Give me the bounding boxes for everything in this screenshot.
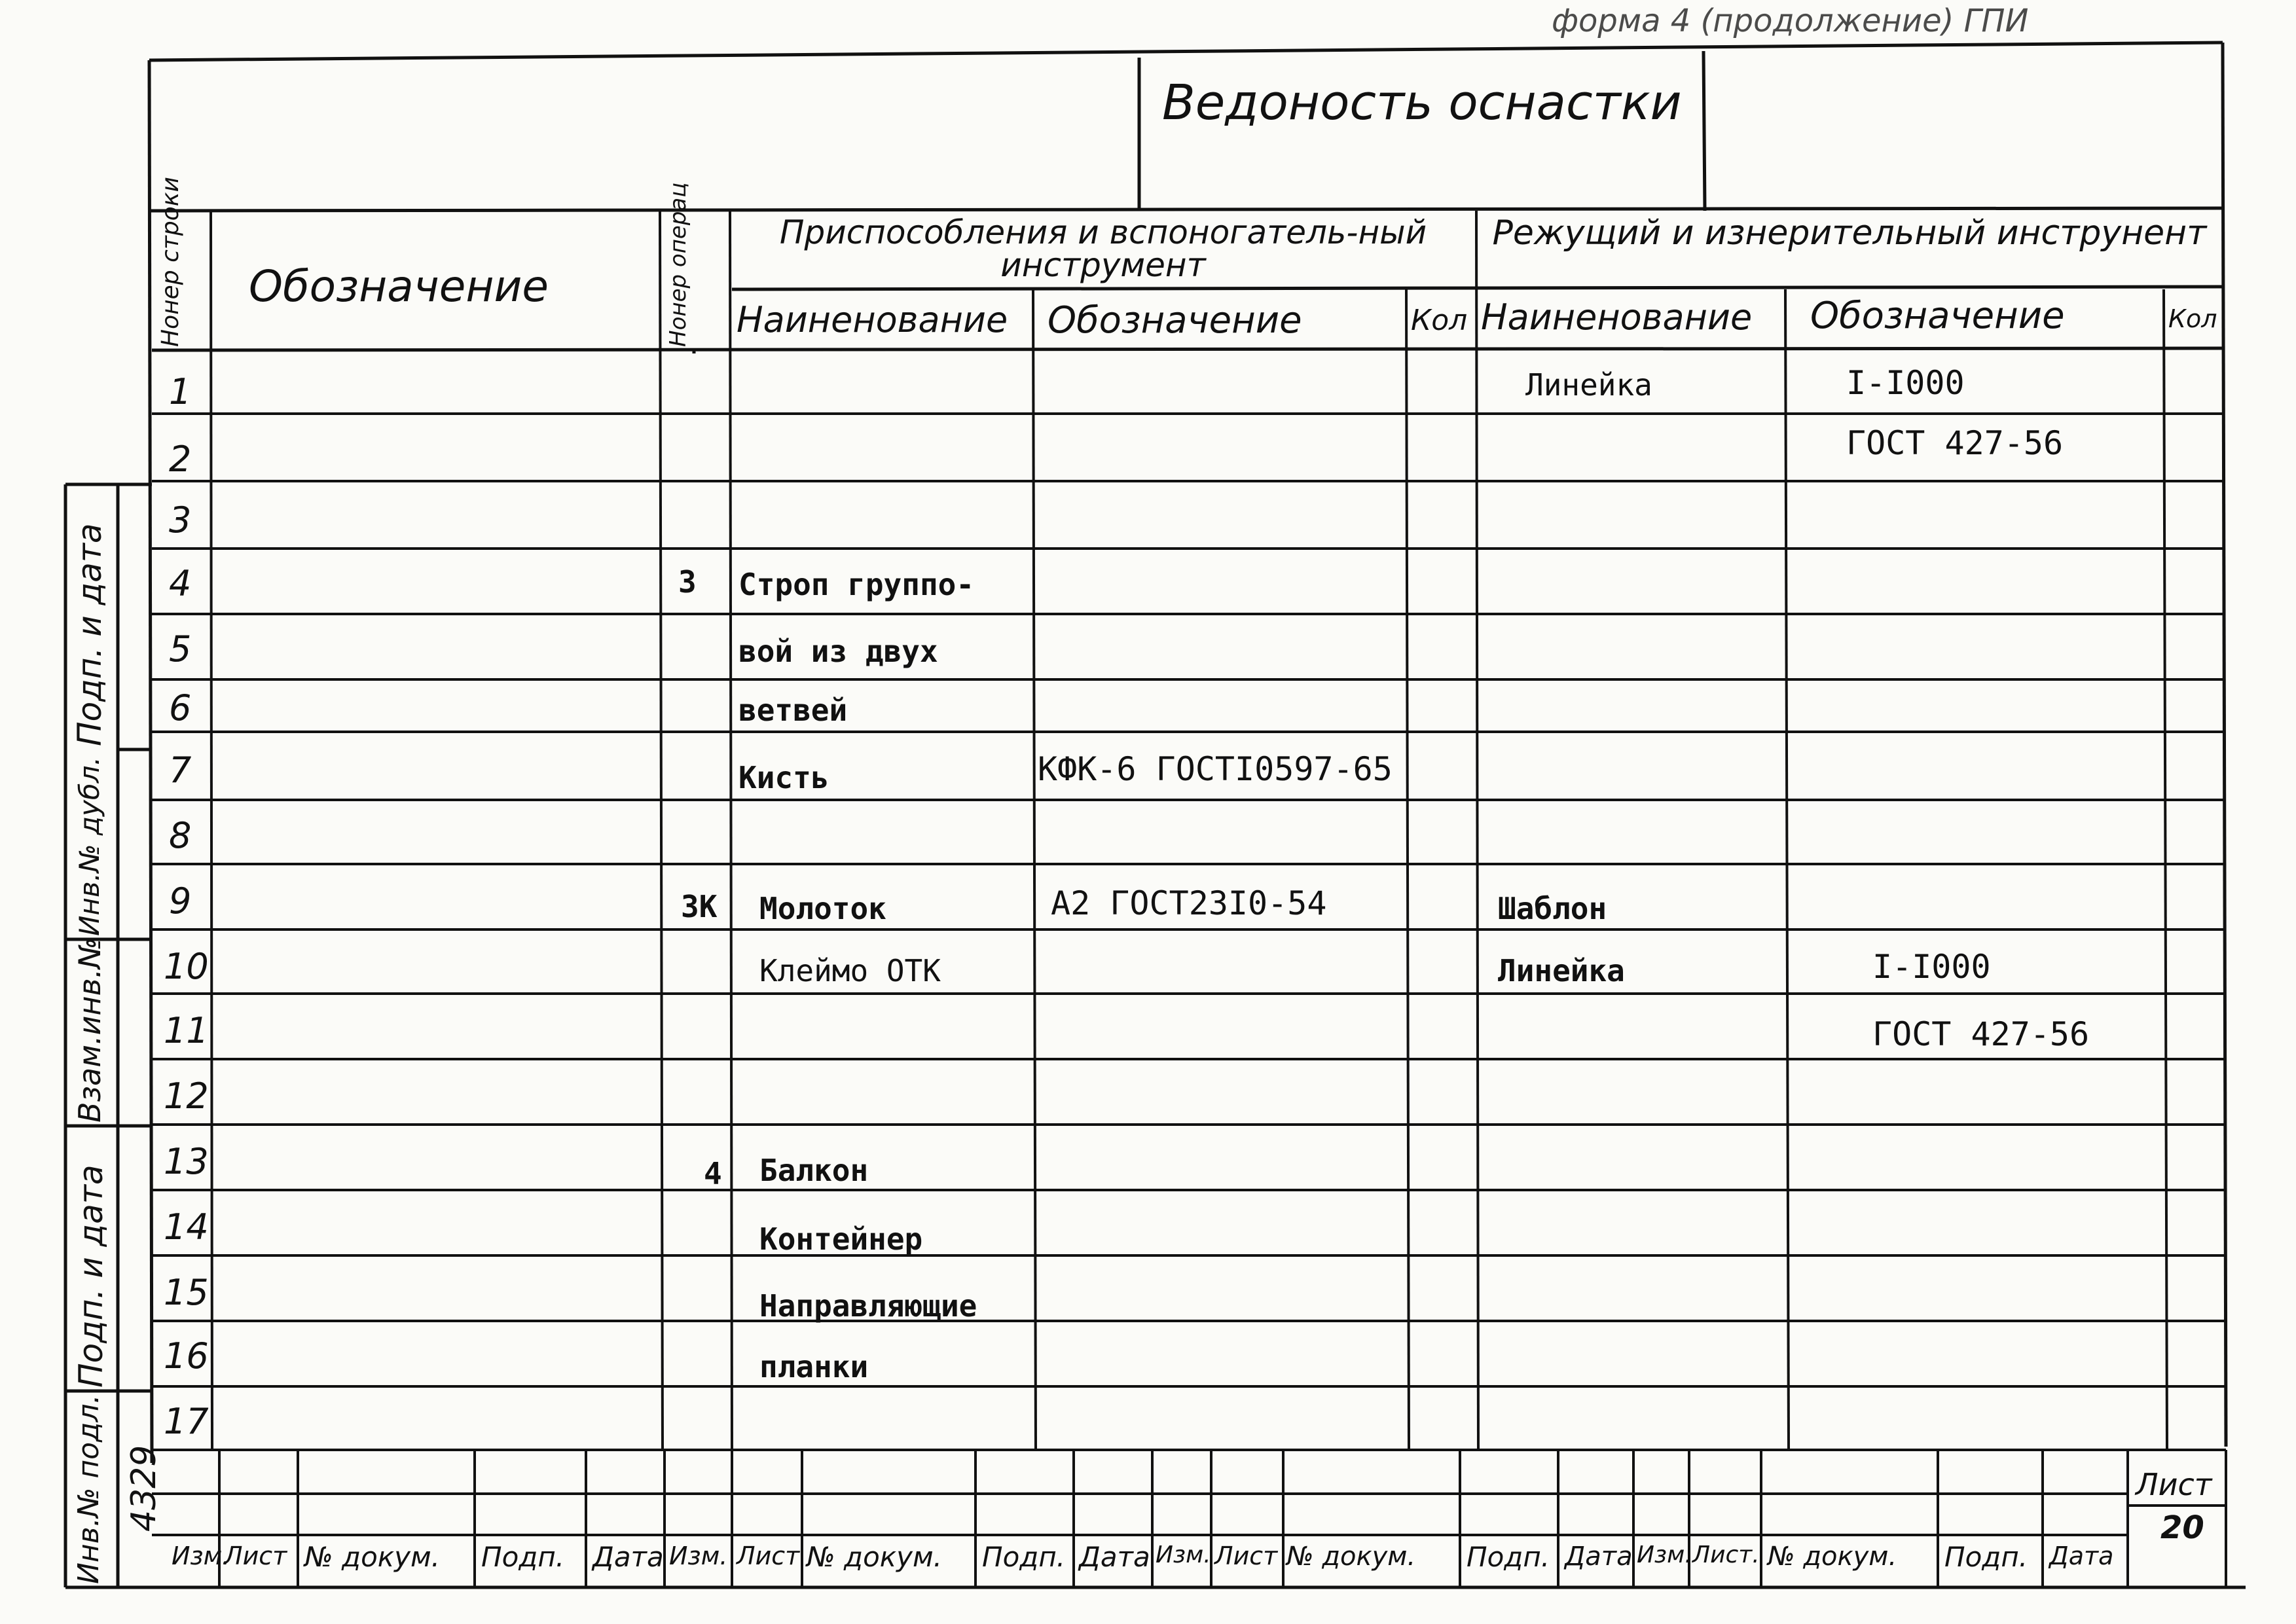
row-number: 14 bbox=[164, 1206, 209, 1248]
footer-label: № докум. bbox=[807, 1541, 943, 1573]
col-header-fixtures-name: Наиненование bbox=[737, 299, 1008, 340]
tool-designation: I-I000 bbox=[1846, 364, 1965, 402]
form-title: Ведоность оснастки bbox=[1162, 75, 1682, 131]
col-header-tools-qty: Кол bbox=[2168, 304, 2217, 333]
col-header-tools-designation: Обозначение bbox=[1810, 295, 2065, 337]
row-number: 7 bbox=[169, 749, 192, 791]
operation-number: 3 bbox=[678, 564, 697, 600]
operation-number: 4 bbox=[704, 1156, 722, 1191]
row-number: 6 bbox=[169, 687, 192, 729]
operation-number: 3К bbox=[681, 889, 718, 924]
fixture-name: Балкон bbox=[759, 1153, 869, 1188]
col-header-op-no: Нонер операц bbox=[665, 182, 691, 347]
fixture-designation: КФК-6 ГОСТI0597-65 bbox=[1038, 750, 1393, 788]
col-header-fixtures-designation: Обозначение bbox=[1048, 299, 1302, 342]
tool-name: Шаблон bbox=[1498, 891, 1607, 926]
footer-label: Лист bbox=[224, 1542, 287, 1570]
footer-label: Подп. bbox=[481, 1541, 565, 1573]
top-note: форма 4 (продолжение) ГПИ bbox=[1552, 3, 2029, 39]
col-header-tools-group: Режущий и изнерительный инструнент bbox=[1492, 213, 2207, 253]
footer-label: Лист. bbox=[1692, 1542, 1760, 1568]
side-label-replace-inv: Взам.инв.№ bbox=[72, 937, 107, 1123]
fixture-name: планки bbox=[759, 1349, 869, 1384]
side-label-sign-date: Подп. и дата bbox=[71, 523, 109, 746]
side-label-inv-dup: Инв.№ дубл. bbox=[73, 756, 105, 936]
tool-designation: ГОСТ 427-56 bbox=[1846, 424, 2064, 462]
fixture-name: вой из двух bbox=[738, 634, 938, 669]
footer-label: Дата bbox=[2049, 1542, 2114, 1570]
fixture-name: Направляющие bbox=[759, 1288, 977, 1324]
footer-label: Изм. bbox=[669, 1542, 728, 1570]
tool-name: Линейка bbox=[1525, 367, 1652, 403]
footer-label: Изм. bbox=[1637, 1542, 1692, 1568]
tool-designation: ГОСТ 427-56 bbox=[1872, 1015, 2090, 1053]
footer-label: Подп. bbox=[982, 1541, 1066, 1573]
fixture-name: ветвей bbox=[738, 693, 848, 728]
footer-label: Подп. bbox=[1944, 1541, 2028, 1573]
fixture-name: Контейнер bbox=[759, 1221, 923, 1257]
footer-label: Дата bbox=[1079, 1541, 1150, 1573]
fixture-name: Кисть bbox=[738, 760, 829, 795]
footer-label: Изм. bbox=[1156, 1542, 1211, 1568]
footer-label: Изм. bbox=[172, 1542, 230, 1570]
footer-label: Лист bbox=[737, 1542, 800, 1570]
tool-designation: I-I000 bbox=[1872, 948, 1991, 986]
footer-label: № докум. bbox=[1768, 1542, 1897, 1572]
row-number: 8 bbox=[169, 815, 192, 856]
sheet-label: Лист bbox=[2136, 1467, 2212, 1502]
footer-label: Лист bbox=[1214, 1542, 1278, 1570]
col-header-fixtures-group: Приспособления и вспоногатель-ный инструмент bbox=[779, 213, 1427, 284]
row-number: 17 bbox=[164, 1401, 209, 1442]
row-number: 2 bbox=[169, 439, 192, 480]
footer-label: Подп. bbox=[1467, 1541, 1550, 1573]
tool-name: Линейка bbox=[1498, 953, 1625, 988]
footer-label: Дата bbox=[592, 1541, 664, 1573]
row-number: 4 bbox=[169, 563, 192, 604]
row-number: 1 bbox=[169, 371, 192, 412]
row-number: 5 bbox=[169, 628, 192, 670]
row-number: 13 bbox=[164, 1141, 209, 1182]
col-header-tools-name: Наиненование bbox=[1481, 297, 1753, 338]
fixture-name: Клеймо ОТК bbox=[759, 953, 941, 988]
side-label-inv-number: 4329 bbox=[124, 1445, 164, 1532]
row-number: 9 bbox=[169, 880, 192, 922]
footer-label: Дата bbox=[1565, 1542, 1633, 1572]
col-header-fixtures-qty: Кол bbox=[1411, 304, 1468, 337]
col-header-row-no: Нонер строки bbox=[157, 177, 184, 347]
row-number: 15 bbox=[164, 1272, 209, 1313]
col-header-designation: Обозначение bbox=[249, 261, 549, 312]
row-number: 10 bbox=[164, 946, 209, 987]
row-number: 3 bbox=[169, 499, 192, 541]
side-label-sign-date: Подп. и дата bbox=[72, 1164, 110, 1388]
footer-label: № докум. bbox=[304, 1541, 441, 1573]
fixture-designation: А2 ГОСТ23I0-54 bbox=[1051, 884, 1327, 922]
side-label-inv-orig: Инв.№ подл. bbox=[72, 1394, 105, 1584]
row-number: 16 bbox=[164, 1335, 209, 1377]
footer-label: № докум. bbox=[1286, 1542, 1416, 1572]
fixture-name: Молоток bbox=[759, 891, 886, 926]
sheet-number: 20 bbox=[2160, 1509, 2204, 1546]
fixture-name: Строп группо- bbox=[738, 567, 975, 602]
row-number: 12 bbox=[164, 1075, 209, 1117]
row-number: 11 bbox=[164, 1010, 209, 1051]
